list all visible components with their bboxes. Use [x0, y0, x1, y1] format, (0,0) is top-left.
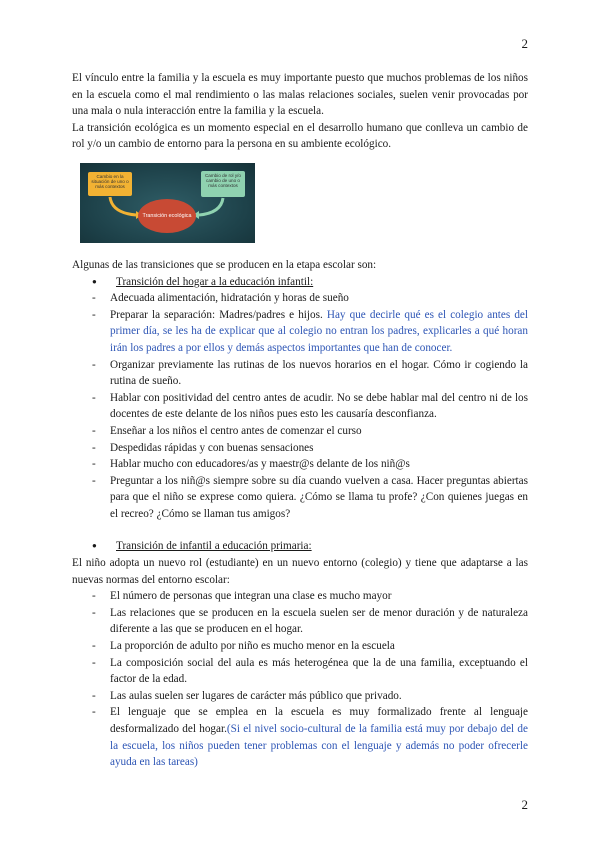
list-item-text: Adecuada alimentación, hidratación y horas de sueño	[110, 292, 349, 305]
list-item	[72, 473, 528, 523]
document-body	[72, 70, 528, 771]
section1-heading-list	[72, 274, 528, 291]
section2-title	[72, 538, 528, 555]
list-item	[72, 638, 528, 655]
page-number-top: 2	[521, 36, 528, 51]
list-item	[72, 688, 528, 705]
intro-paragraph-2: La transición ecológica es un momento especial en el desarrollo humano que conlleva un cambio de rol y/o un cambio de entorno para la persona en su ambiente ecológico.	[72, 121, 528, 151]
section1-title-text: Transición del hogar a la educación infantil:	[116, 275, 314, 288]
section2-heading-list	[72, 538, 528, 555]
arrow-left	[110, 197, 136, 215]
list-item-text: La composición social del aula es más heterogénea que la de una familia, exceptuando el factor de la edad.	[110, 656, 528, 686]
list-item-note: (Si el nivel socio-cultural de la familia está muy por debajo del de la escuela, los niños pueden tener problemas con el lenguaje y además no poder ofrecerle ayuda en las tareas)	[110, 723, 528, 769]
section1-title	[72, 274, 528, 291]
list-item	[72, 307, 528, 357]
arrow-right	[199, 198, 223, 215]
list-item	[72, 704, 528, 770]
list-item-text: El lenguaje que se emplea en la escuela es muy formalizado frente al lenguaje desformalizado del hogar.	[110, 706, 528, 735]
section1-items	[72, 290, 528, 522]
list-item-text: Preparar la separación: Madres/padres e hijos.	[110, 308, 323, 321]
list-item	[72, 390, 528, 423]
diagram-right-box: Cambio de rol y/o cambio de uno o más contextos	[201, 171, 245, 197]
list-item	[72, 440, 528, 457]
list-item	[72, 456, 528, 473]
section2-intro: El niño adopta un nuevo rol (estudiante) en un nuevo entorno (colegio) y tiene que adaptarse a las nuevas normas del entorno escolar:	[72, 557, 528, 586]
list-item-text: Las relaciones que se producen en la escuela suelen ser de menor duración y de naturaleza diferente a las que se producen en el hogar.	[110, 606, 528, 636]
list-item-text: Organizar previamente las rutinas de los nuevos horarios en el hogar. Cómo ir cogiendo la rutina de sueño.	[110, 358, 528, 388]
list-item	[72, 655, 528, 688]
section2-items	[72, 588, 528, 771]
list-item	[72, 423, 528, 440]
list-item-text: Las aulas suelen ser lugares de carácter más público que privado.	[110, 689, 402, 702]
list-item-text: El número de personas que integran una clase es mucho mayor	[110, 590, 392, 603]
transitions-intro: Algunas de las transiciones que se producen en la etapa escolar son:	[72, 258, 377, 271]
section-spacer	[72, 522, 528, 538]
list-item-note: Hay que decirle qué es el colegio antes del primer día, se les ha de explicar que al colegio no entran los padres, explicarles a qué horan irán los padres a por ellos y demás aspectos importantes que han de conocer.	[110, 308, 528, 354]
section2-title-text: Transición de infantil a educación primaria:	[116, 540, 312, 553]
intro-paragraph-1: El vínculo entre la familia y la escuela es muy importante puesto que muchos problemas de los niños en la escuela como el mal rendimiento o las malas relaciones sociales, suelen venir provocadas por una mala o nula interacción entre la familia y la escuela.	[72, 72, 528, 118]
list-item	[72, 357, 528, 390]
list-item-text: La proporción de adulto por niño es mucho menor en la escuela	[110, 640, 395, 653]
diagram-left-box: Cambio en la situación de uno o más contextos	[88, 172, 132, 196]
page-number-bottom: 2	[521, 797, 528, 812]
list-item-text: Despedidas rápidas y con buenas sensaciones	[110, 441, 314, 454]
list-item	[72, 605, 528, 638]
list-item	[72, 588, 528, 605]
ecological-transition-diagram	[80, 163, 255, 243]
list-item-text: Hablar mucho con educadores/as y maestr@s delante de los niñ@s	[110, 458, 410, 471]
diagram-center-circle: Transición ecológica	[138, 199, 196, 233]
list-item	[72, 290, 528, 307]
list-item-text: Preguntar a los niñ@s siempre sobre su día cuando vuelven a casa. Hacer preguntas abiertas para que el niño se exprese como quiera. ¿Cómo se llama tu profe? ¿Con quienes juegas en el recreo? ¿Cómo se llaman tus amigos?	[110, 474, 528, 520]
list-item-text: Hablar con positividad del centro antes de acudir. No se debe hablar mal del centro ni de los docentes de este delante de los niños pues esto les causaría desconfianza.	[110, 391, 528, 421]
list-item-text: Enseñar a los niños el centro antes de comenzar el curso	[110, 424, 362, 437]
